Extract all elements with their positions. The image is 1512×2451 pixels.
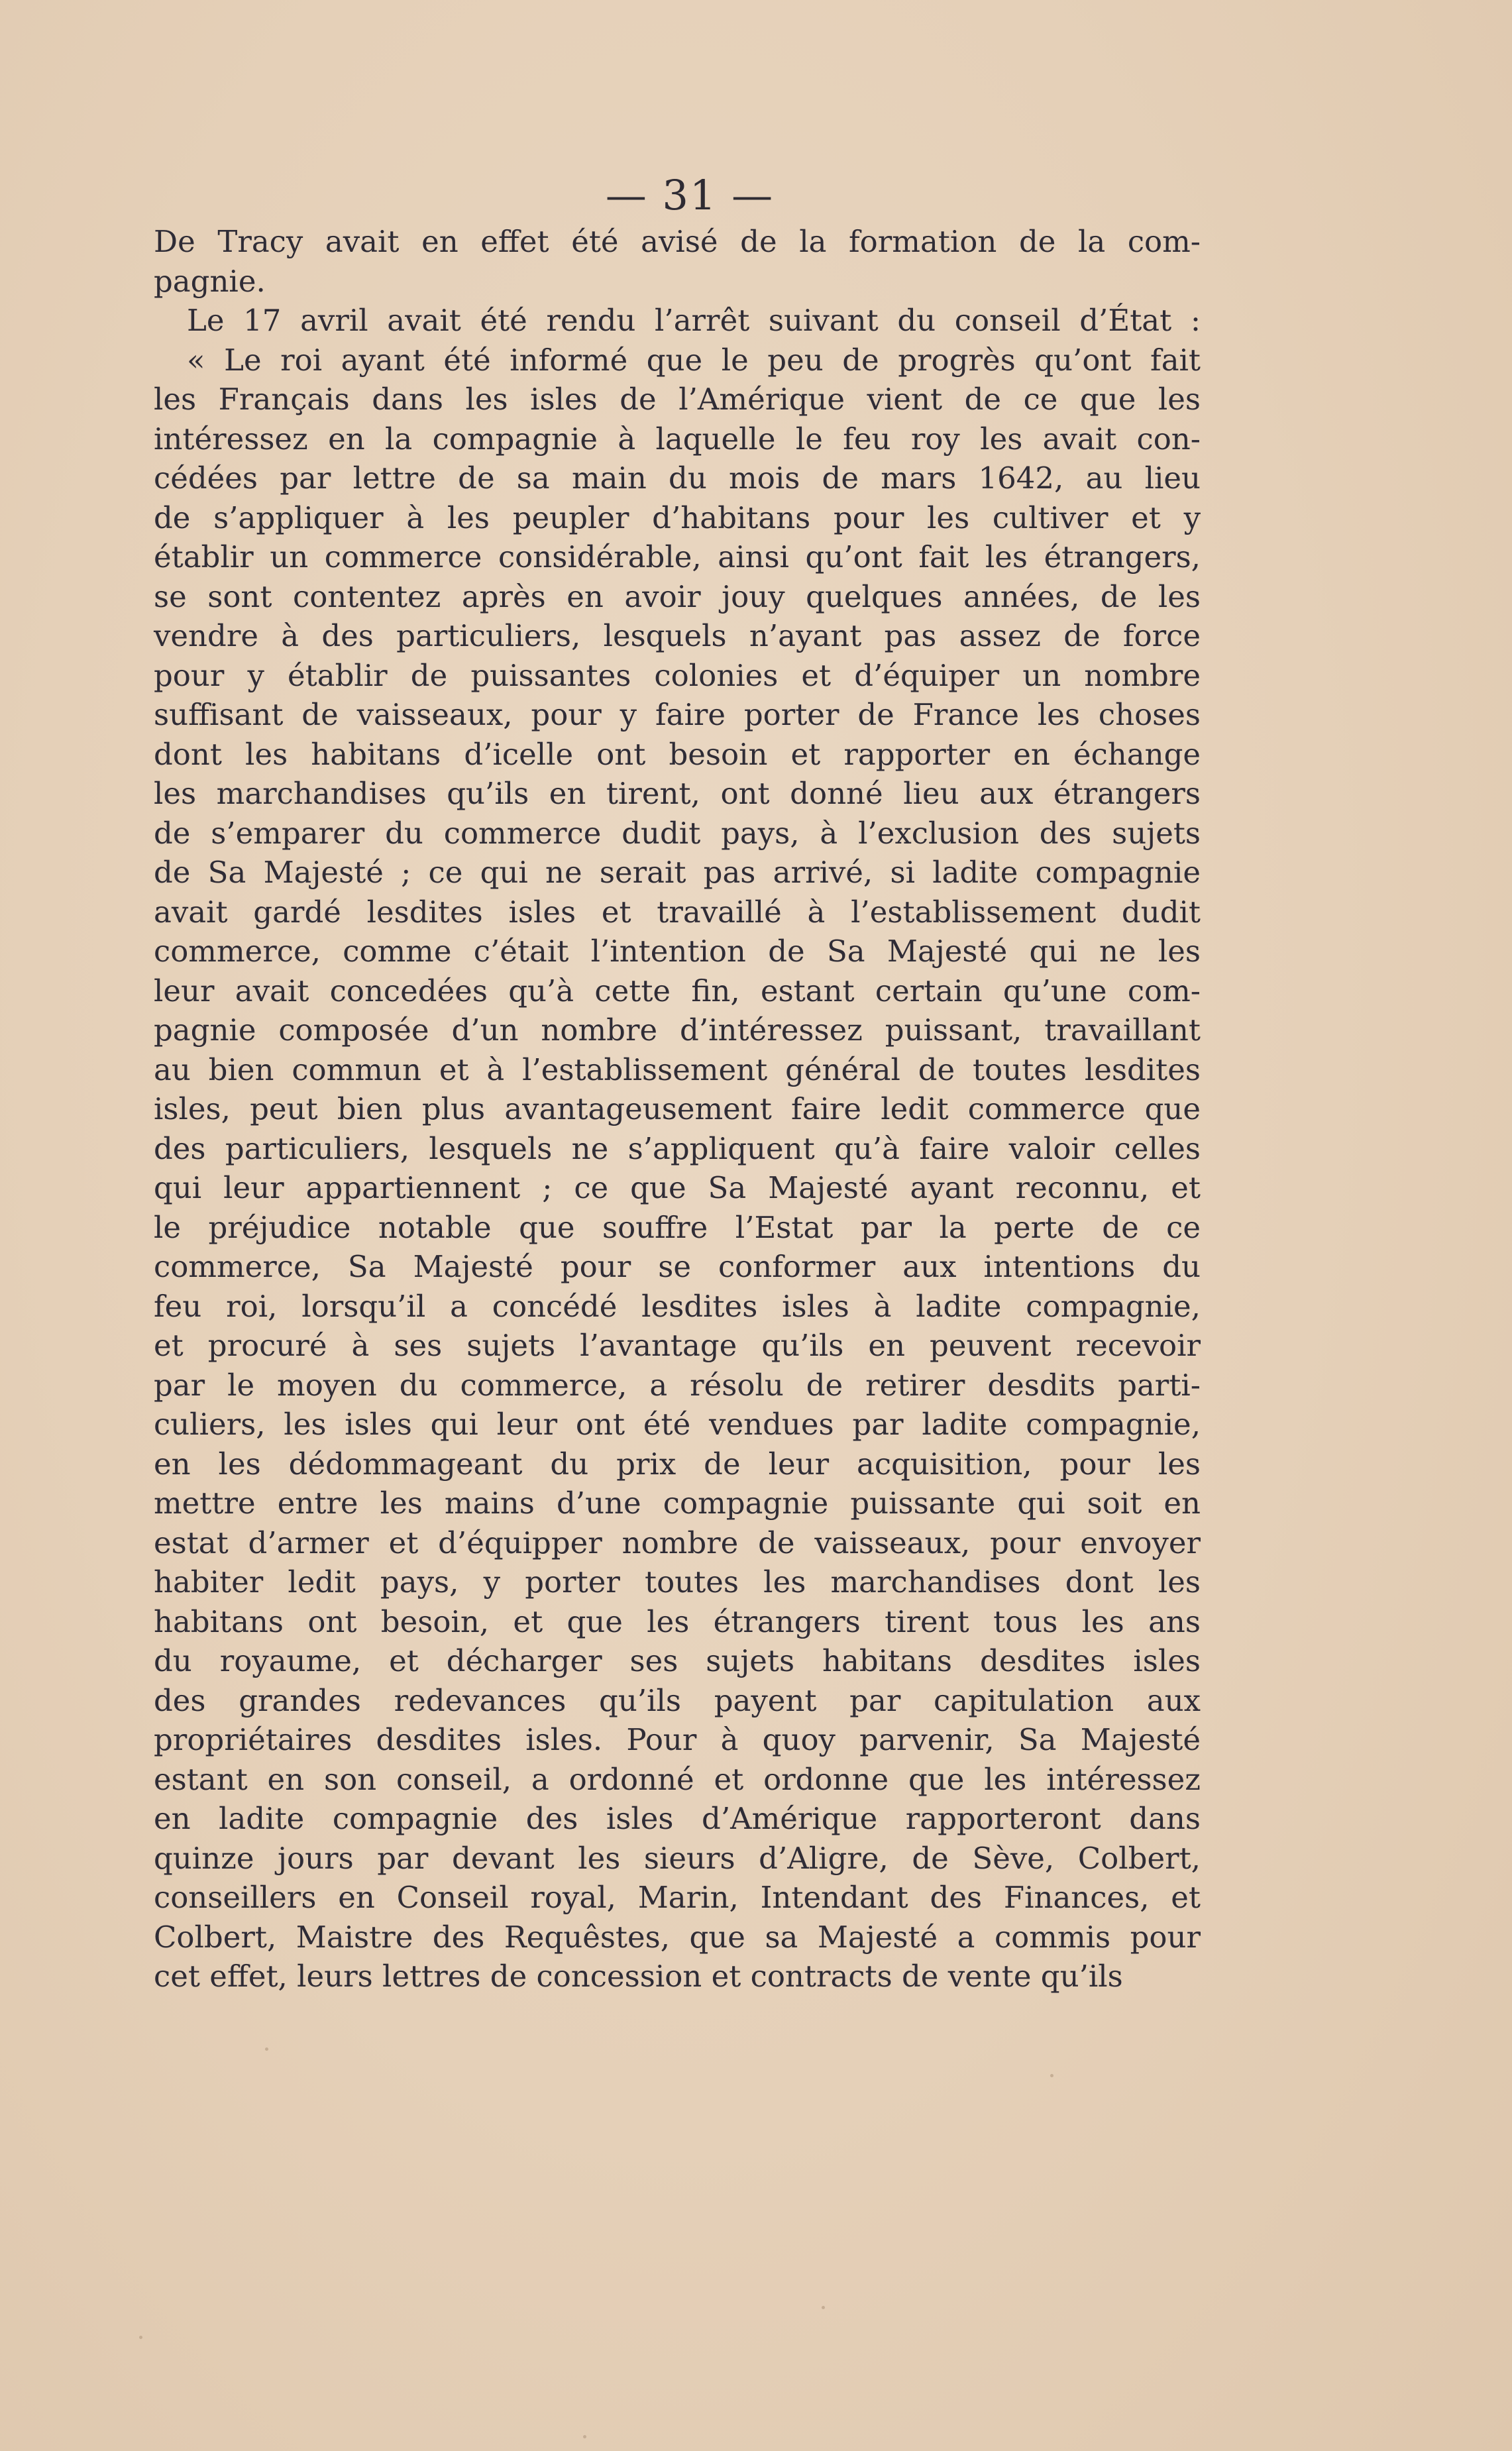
text-line: par le moyen du commerce, a résolu de retirer desdits parti- [154,1367,1201,1403]
text-line: en ladite compagnie des isles d’Amérique rapporteront dans [154,1801,1201,1836]
text-line: suffisant de vaisseaux, pour y faire porter de France les choses [154,697,1201,732]
text-line: le préjudice notable que souffre l’Estat par la perte de ce [154,1209,1201,1245]
text-line: les marchandises qu’ils en tirent, ont donné lieu aux étrangers [154,776,1201,811]
text-line: intéressez en la compagnie à laquelle le feu roy les avait con- [154,421,1201,457]
text-line: commerce, Sa Majesté pour se conformer aux intentions du [154,1249,1201,1284]
page-number: — 31 — [605,171,775,219]
text-line: vendre à des particuliers, lesquels n’ayant pas assez de force [154,618,1201,653]
text-line: conseillers en Conseil royal, Marin, Intendant des Finances, et [154,1880,1201,1915]
text-line: de Sa Majesté ; ce qui ne serait pas arrivé, si ladite compagnie [154,855,1201,890]
text-line: pour y établir de puissantes colonies et d’équiper un nombre [154,657,1201,693]
text-line: établir un commerce considérable, ainsi qu’ont fait les étrangers, [154,539,1201,574]
text-line: cédées par lettre de sa main du mois de mars 1642, au lieu [154,461,1201,496]
text-line: De Tracy avait en effet été avisé de la formation de la com- [154,224,1201,259]
text-line: de s’appliquer à les peupler d’habitans pour les cultiver et y [154,500,1201,535]
text-line: leur avait concedées qu’à cette fin, estant certain qu’une com- [154,973,1201,1008]
text-line: du royaume, et décharger ses sujets habitans desdites isles [154,1643,1201,1678]
paper-speck [265,2047,268,2051]
text-line: estant en son conseil, a ordonné et ordonne que les intéressez [154,1761,1201,1797]
text-line: les Français dans les isles de l’Amérique vient de ce que les [154,382,1201,417]
text-line: Le 17 avril avait été rendu l’arrêt suivant du conseil d’État : [187,303,1201,338]
text-line: des grandes redevances qu’ils payent par capitulation aux [154,1682,1201,1718]
text-line: propriétaires desdites isles. Pour à quoy parvenir, Sa Majesté [154,1722,1201,1757]
paper-speck [822,2306,825,2309]
paper-speck [583,2435,586,2438]
text-line: estat d’armer et d’équipper nombre de vaisseaux, pour envoyer [154,1525,1201,1560]
body-text [154,222,1201,1996]
text-line: commerce, comme c’était l’intention de Sa Majesté qui ne les [154,934,1201,969]
text-line: quinze jours par devant les sieurs d’Aligre, de Sève, Colbert, [154,1840,1201,1876]
text-line: Colbert, Maistre des Requêstes, que sa Majesté a commis pour [154,1919,1201,1955]
text-line: qui leur appartiennent ; ce que Sa Majesté ayant reconnu, et [154,1170,1201,1205]
text-line: feu roi, lorsqu’il a concédé lesdites isles à ladite compagnie, [154,1288,1201,1324]
paper-speck [1050,2074,1053,2077]
text-line: habitans ont besoin, et que les étrangers tirent tous les ans [154,1604,1201,1639]
text-line: mettre entre les mains d’une compagnie puissante qui soit en [154,1486,1201,1521]
text-line: et procuré à ses sujets l’avantage qu’ils en peuvent recevoir [154,1328,1201,1363]
text-line: au bien commun et à l’establissement général de toutes lesdites [154,1052,1201,1087]
text-line: « Le roi ayant été informé que le peu de progrès qu’ont fait [187,342,1201,378]
text-line: habiter ledit pays, y porter toutes les marchandises dont les [154,1564,1201,1600]
text-line: isles, peut bien plus avantageusement faire ledit commerce que [154,1091,1201,1126]
text-line: culiers, les isles qui leur ont été vendues par ladite compagnie, [154,1407,1201,1442]
text-line: dont les habitans d’icelle ont besoin et rapporter en échange [154,736,1201,772]
text-line: cet effet, leurs lettres de concession et contracts de vente qu’ils [154,1959,1123,1994]
text-line: pagnie composée d’un nombre d’intéressez puissant, travaillant [154,1012,1201,1048]
text-line: avait gardé lesdites isles et travaillé à l’establissement dudit [154,894,1201,930]
text-line: en les dédommageant du prix de leur acquisition, pour les [154,1446,1201,1482]
text-line: pagnie. [154,263,266,299]
text-line: des particuliers, lesquels ne s’appliquent qu’à faire valoir celles [154,1130,1201,1166]
text-line: de s’emparer du commerce dudit pays, à l’exclusion des sujets [154,815,1201,851]
paper-speck [139,2336,142,2339]
text-line: se sont contentez après en avoir jouy quelques années, de les [154,578,1201,614]
